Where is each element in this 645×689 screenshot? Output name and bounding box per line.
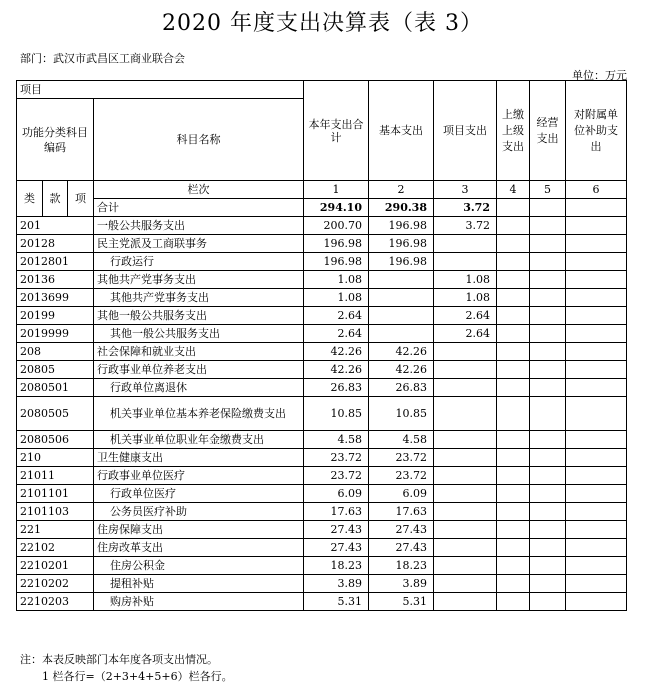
- row-project-expenditure: [434, 467, 497, 485]
- row-remit-superior: [497, 485, 530, 503]
- row-total-expenditure: 27.43: [304, 539, 369, 557]
- row-operating-expenditure: [530, 503, 566, 521]
- row-remit-superior: [497, 503, 530, 521]
- row-remit-superior: [497, 217, 530, 235]
- row-project-expenditure: [434, 449, 497, 467]
- table-row: [17, 271, 627, 289]
- table-row: [17, 449, 627, 467]
- table-row: [17, 361, 627, 379]
- row-project-expenditure: [434, 361, 497, 379]
- row-subsidiary-subsidy: [566, 253, 627, 271]
- row-subsidiary-subsidy: [566, 575, 627, 593]
- table-row: [17, 521, 627, 539]
- header-remit-superior: 上缴上级支出: [497, 81, 530, 181]
- row-code: 2080505: [17, 397, 94, 431]
- row-code: 2210203: [17, 593, 94, 611]
- row-subject-name: 卫生健康支出: [94, 449, 304, 467]
- row-subject-name: 机关事业单位职业年金缴费支出: [94, 431, 304, 449]
- row-project-expenditure: [434, 503, 497, 521]
- row-project-expenditure: [434, 557, 497, 575]
- table-row: [17, 557, 627, 575]
- row-operating-expenditure: [530, 485, 566, 503]
- row-project-expenditure: [434, 521, 497, 539]
- row-subject-name: 购房补贴: [94, 593, 304, 611]
- row-subsidiary-subsidy: [566, 379, 627, 397]
- row-operating-expenditure: [530, 431, 566, 449]
- row-subsidiary-subsidy: [566, 361, 627, 379]
- header-lanci: 栏次: [94, 181, 304, 199]
- row-remit-superior: [497, 593, 530, 611]
- row-code: 210: [17, 449, 94, 467]
- row-remit-superior: [497, 557, 530, 575]
- row-code: 2080506: [17, 431, 94, 449]
- row-basic-expenditure: 4.58: [369, 431, 434, 449]
- row-subsidiary-subsidy: [566, 557, 627, 575]
- header-row-3: [17, 181, 627, 199]
- table-row: [17, 467, 627, 485]
- header-function-code: 功能分类科目编码: [17, 99, 94, 181]
- row-subject-name: 民主党派及工商联事务: [94, 235, 304, 253]
- row-remit-superior: [497, 325, 530, 343]
- header-lei: 类: [17, 181, 43, 217]
- row-basic-expenditure: 26.83: [369, 379, 434, 397]
- row-subject-name: 社会保障和就业支出: [94, 343, 304, 361]
- row-operating-expenditure: [530, 343, 566, 361]
- total-col3: 3.72: [434, 199, 497, 217]
- total-label: 合计: [94, 199, 304, 217]
- row-code: 221: [17, 521, 94, 539]
- row-subsidiary-subsidy: [566, 467, 627, 485]
- col-number-6: 6: [566, 181, 627, 199]
- row-basic-expenditure: 3.89: [369, 575, 434, 593]
- row-subject-name: 行政事业单位医疗: [94, 467, 304, 485]
- row-project-expenditure: [434, 593, 497, 611]
- row-operating-expenditure: [530, 397, 566, 431]
- row-operating-expenditure: [530, 253, 566, 271]
- row-basic-expenditure: 196.98: [369, 235, 434, 253]
- row-total-expenditure: 42.26: [304, 361, 369, 379]
- row-total-expenditure: 10.85: [304, 397, 369, 431]
- row-code: 20136: [17, 271, 94, 289]
- row-total-expenditure: 2.64: [304, 325, 369, 343]
- row-remit-superior: [497, 379, 530, 397]
- row-remit-superior: [497, 397, 530, 431]
- expenditure-table: [16, 80, 627, 611]
- row-operating-expenditure: [530, 235, 566, 253]
- row-project-expenditure: [434, 539, 497, 557]
- row-subsidiary-subsidy: [566, 539, 627, 557]
- row-remit-superior: [497, 431, 530, 449]
- row-remit-superior: [497, 575, 530, 593]
- row-basic-expenditure: 17.63: [369, 503, 434, 521]
- department-label: 部门：武汉市武昌区工商业联合会: [20, 52, 185, 65]
- col-number-3: 3: [434, 181, 497, 199]
- header-xiang: 项: [68, 181, 94, 217]
- row-project-expenditure: [434, 575, 497, 593]
- total-col1: 294.10: [304, 199, 369, 217]
- row-subject-name: 其他一般公共服务支出: [94, 307, 304, 325]
- row-subject-name: 其他一般公共服务支出: [94, 325, 304, 343]
- row-subsidiary-subsidy: [566, 397, 627, 431]
- row-subject-name: 住房保障支出: [94, 521, 304, 539]
- row-subject-name: 行政事业单位养老支出: [94, 361, 304, 379]
- row-total-expenditure: 2.64: [304, 307, 369, 325]
- row-operating-expenditure: [530, 575, 566, 593]
- row-project-expenditure: 1.08: [434, 271, 497, 289]
- row-total-expenditure: 200.70: [304, 217, 369, 235]
- row-remit-superior: [497, 289, 530, 307]
- row-code: 201: [17, 217, 94, 235]
- row-project-expenditure: [434, 485, 497, 503]
- row-subject-name: 住房公积金: [94, 557, 304, 575]
- table-row: [17, 431, 627, 449]
- row-code: 21011: [17, 467, 94, 485]
- row-code: 2210201: [17, 557, 94, 575]
- page-title: 2020 年度支出决算表（表 3）: [162, 11, 483, 36]
- row-basic-expenditure: 42.26: [369, 343, 434, 361]
- note-line-1: 注：本表反映部门本年度各项支出情况。: [20, 653, 218, 666]
- row-operating-expenditure: [530, 521, 566, 539]
- table-row: [17, 593, 627, 611]
- header-kuan: 款: [43, 181, 68, 217]
- header-project: 项目: [17, 81, 304, 99]
- row-operating-expenditure: [530, 307, 566, 325]
- row-total-expenditure: 27.43: [304, 521, 369, 539]
- row-basic-expenditure: 23.72: [369, 467, 434, 485]
- row-code: 2101101: [17, 485, 94, 503]
- row-project-expenditure: 3.72: [434, 217, 497, 235]
- table-row: [17, 217, 627, 235]
- table-row: [17, 253, 627, 271]
- col-number-5: 5: [530, 181, 566, 199]
- row-operating-expenditure: [530, 539, 566, 557]
- row-subsidiary-subsidy: [566, 485, 627, 503]
- row-code: 20199: [17, 307, 94, 325]
- row-operating-expenditure: [530, 289, 566, 307]
- row-remit-superior: [497, 539, 530, 557]
- row-remit-superior: [497, 343, 530, 361]
- header-subject-name: 科目名称: [94, 99, 304, 181]
- row-subsidiary-subsidy: [566, 431, 627, 449]
- row-subject-name: 其他共产党事务支出: [94, 289, 304, 307]
- unit-label: 单位：万元: [572, 69, 627, 82]
- row-operating-expenditure: [530, 325, 566, 343]
- row-total-expenditure: 17.63: [304, 503, 369, 521]
- row-code: 2080501: [17, 379, 94, 397]
- total-col2: 290.38: [369, 199, 434, 217]
- row-operating-expenditure: [530, 217, 566, 235]
- row-remit-superior: [497, 521, 530, 539]
- header-subsidiary-subsidy: 对附属单位补助支出: [566, 81, 627, 181]
- row-total-expenditure: 6.09: [304, 485, 369, 503]
- row-project-expenditure: 2.64: [434, 325, 497, 343]
- row-subject-name: 一般公共服务支出: [94, 217, 304, 235]
- row-basic-expenditure: 23.72: [369, 449, 434, 467]
- row-total-expenditure: 5.31: [304, 593, 369, 611]
- row-subject-name: 行政运行: [94, 253, 304, 271]
- row-basic-expenditure: 6.09: [369, 485, 434, 503]
- row-code: 208: [17, 343, 94, 361]
- header-basic-expenditure: 基本支出: [369, 81, 434, 181]
- row-basic-expenditure: [369, 271, 434, 289]
- row-remit-superior: [497, 253, 530, 271]
- row-subject-name: 行政单位离退休: [94, 379, 304, 397]
- row-subsidiary-subsidy: [566, 235, 627, 253]
- table-row: [17, 235, 627, 253]
- row-total-expenditure: 4.58: [304, 431, 369, 449]
- row-subsidiary-subsidy: [566, 449, 627, 467]
- row-operating-expenditure: [530, 271, 566, 289]
- row-project-expenditure: [434, 343, 497, 361]
- row-basic-expenditure: 18.23: [369, 557, 434, 575]
- row-basic-expenditure: 196.98: [369, 217, 434, 235]
- row-subsidiary-subsidy: [566, 343, 627, 361]
- row-project-expenditure: [434, 253, 497, 271]
- row-subsidiary-subsidy: [566, 325, 627, 343]
- row-subject-name: 提租补贴: [94, 575, 304, 593]
- row-total-expenditure: 1.08: [304, 289, 369, 307]
- row-operating-expenditure: [530, 449, 566, 467]
- row-basic-expenditure: 27.43: [369, 539, 434, 557]
- table-row: [17, 539, 627, 557]
- note-line-2: 1 栏各行=（2+3+4+5+6）栏各行。: [42, 670, 233, 683]
- table-row: [17, 503, 627, 521]
- table-row: [17, 307, 627, 325]
- row-total-expenditure: 26.83: [304, 379, 369, 397]
- table-row: [17, 289, 627, 307]
- table-row: [17, 325, 627, 343]
- row-basic-expenditure: 10.85: [369, 397, 434, 431]
- table-row: [17, 485, 627, 503]
- row-subject-name: 公务员医疗补助: [94, 503, 304, 521]
- row-project-expenditure: [434, 397, 497, 431]
- row-subsidiary-subsidy: [566, 289, 627, 307]
- col-number-2: 2: [369, 181, 434, 199]
- table-row: [17, 575, 627, 593]
- row-code: 2101103: [17, 503, 94, 521]
- row-code: 22102: [17, 539, 94, 557]
- header-operating-expenditure: 经营支出: [530, 81, 566, 181]
- row-project-expenditure: [434, 379, 497, 397]
- row-subsidiary-subsidy: [566, 271, 627, 289]
- col-number-4: 4: [497, 181, 530, 199]
- row-remit-superior: [497, 449, 530, 467]
- row-subsidiary-subsidy: [566, 217, 627, 235]
- row-operating-expenditure: [530, 593, 566, 611]
- row-total-expenditure: 23.72: [304, 449, 369, 467]
- row-subsidiary-subsidy: [566, 307, 627, 325]
- row-subject-name: 其他共产党事务支出: [94, 271, 304, 289]
- row-code: 2012801: [17, 253, 94, 271]
- table-row: [17, 379, 627, 397]
- header-total-expenditure: 本年支出合计: [304, 81, 369, 181]
- row-project-expenditure: 2.64: [434, 307, 497, 325]
- row-remit-superior: [497, 235, 530, 253]
- row-code: 2019999: [17, 325, 94, 343]
- row-total-expenditure: 42.26: [304, 343, 369, 361]
- row-basic-expenditure: [369, 289, 434, 307]
- row-subsidiary-subsidy: [566, 593, 627, 611]
- row-total-expenditure: 196.98: [304, 253, 369, 271]
- row-subject-name: 住房改革支出: [94, 539, 304, 557]
- row-code: 2013699: [17, 289, 94, 307]
- row-basic-expenditure: 42.26: [369, 361, 434, 379]
- row-project-expenditure: [434, 431, 497, 449]
- row-operating-expenditure: [530, 557, 566, 575]
- row-total-expenditure: 23.72: [304, 467, 369, 485]
- row-code: 20805: [17, 361, 94, 379]
- row-operating-expenditure: [530, 361, 566, 379]
- row-operating-expenditure: [530, 379, 566, 397]
- row-remit-superior: [497, 307, 530, 325]
- row-remit-superior: [497, 271, 530, 289]
- row-total-expenditure: 196.98: [304, 235, 369, 253]
- row-project-expenditure: 1.08: [434, 289, 497, 307]
- row-total-expenditure: 1.08: [304, 271, 369, 289]
- row-subject-name: 行政单位医疗: [94, 485, 304, 503]
- row-total-expenditure: 3.89: [304, 575, 369, 593]
- header-row-1: [17, 81, 627, 99]
- row-subject-name: 机关事业单位基本养老保险缴费支出: [94, 397, 304, 431]
- col-number-1: 1: [304, 181, 369, 199]
- row-basic-expenditure: [369, 307, 434, 325]
- row-basic-expenditure: 5.31: [369, 593, 434, 611]
- row-basic-expenditure: 196.98: [369, 253, 434, 271]
- row-remit-superior: [497, 467, 530, 485]
- row-subsidiary-subsidy: [566, 503, 627, 521]
- row-remit-superior: [497, 361, 530, 379]
- row-project-expenditure: [434, 235, 497, 253]
- table-row: [17, 343, 627, 361]
- row-operating-expenditure: [530, 467, 566, 485]
- row-subsidiary-subsidy: [566, 521, 627, 539]
- row-basic-expenditure: [369, 325, 434, 343]
- row-basic-expenditure: 27.43: [369, 521, 434, 539]
- row-total-expenditure: 18.23: [304, 557, 369, 575]
- row-code: 2210202: [17, 575, 94, 593]
- header-project-expenditure: 项目支出: [434, 81, 497, 181]
- table-row: [17, 397, 627, 431]
- total-row: [17, 199, 627, 217]
- row-code: 20128: [17, 235, 94, 253]
